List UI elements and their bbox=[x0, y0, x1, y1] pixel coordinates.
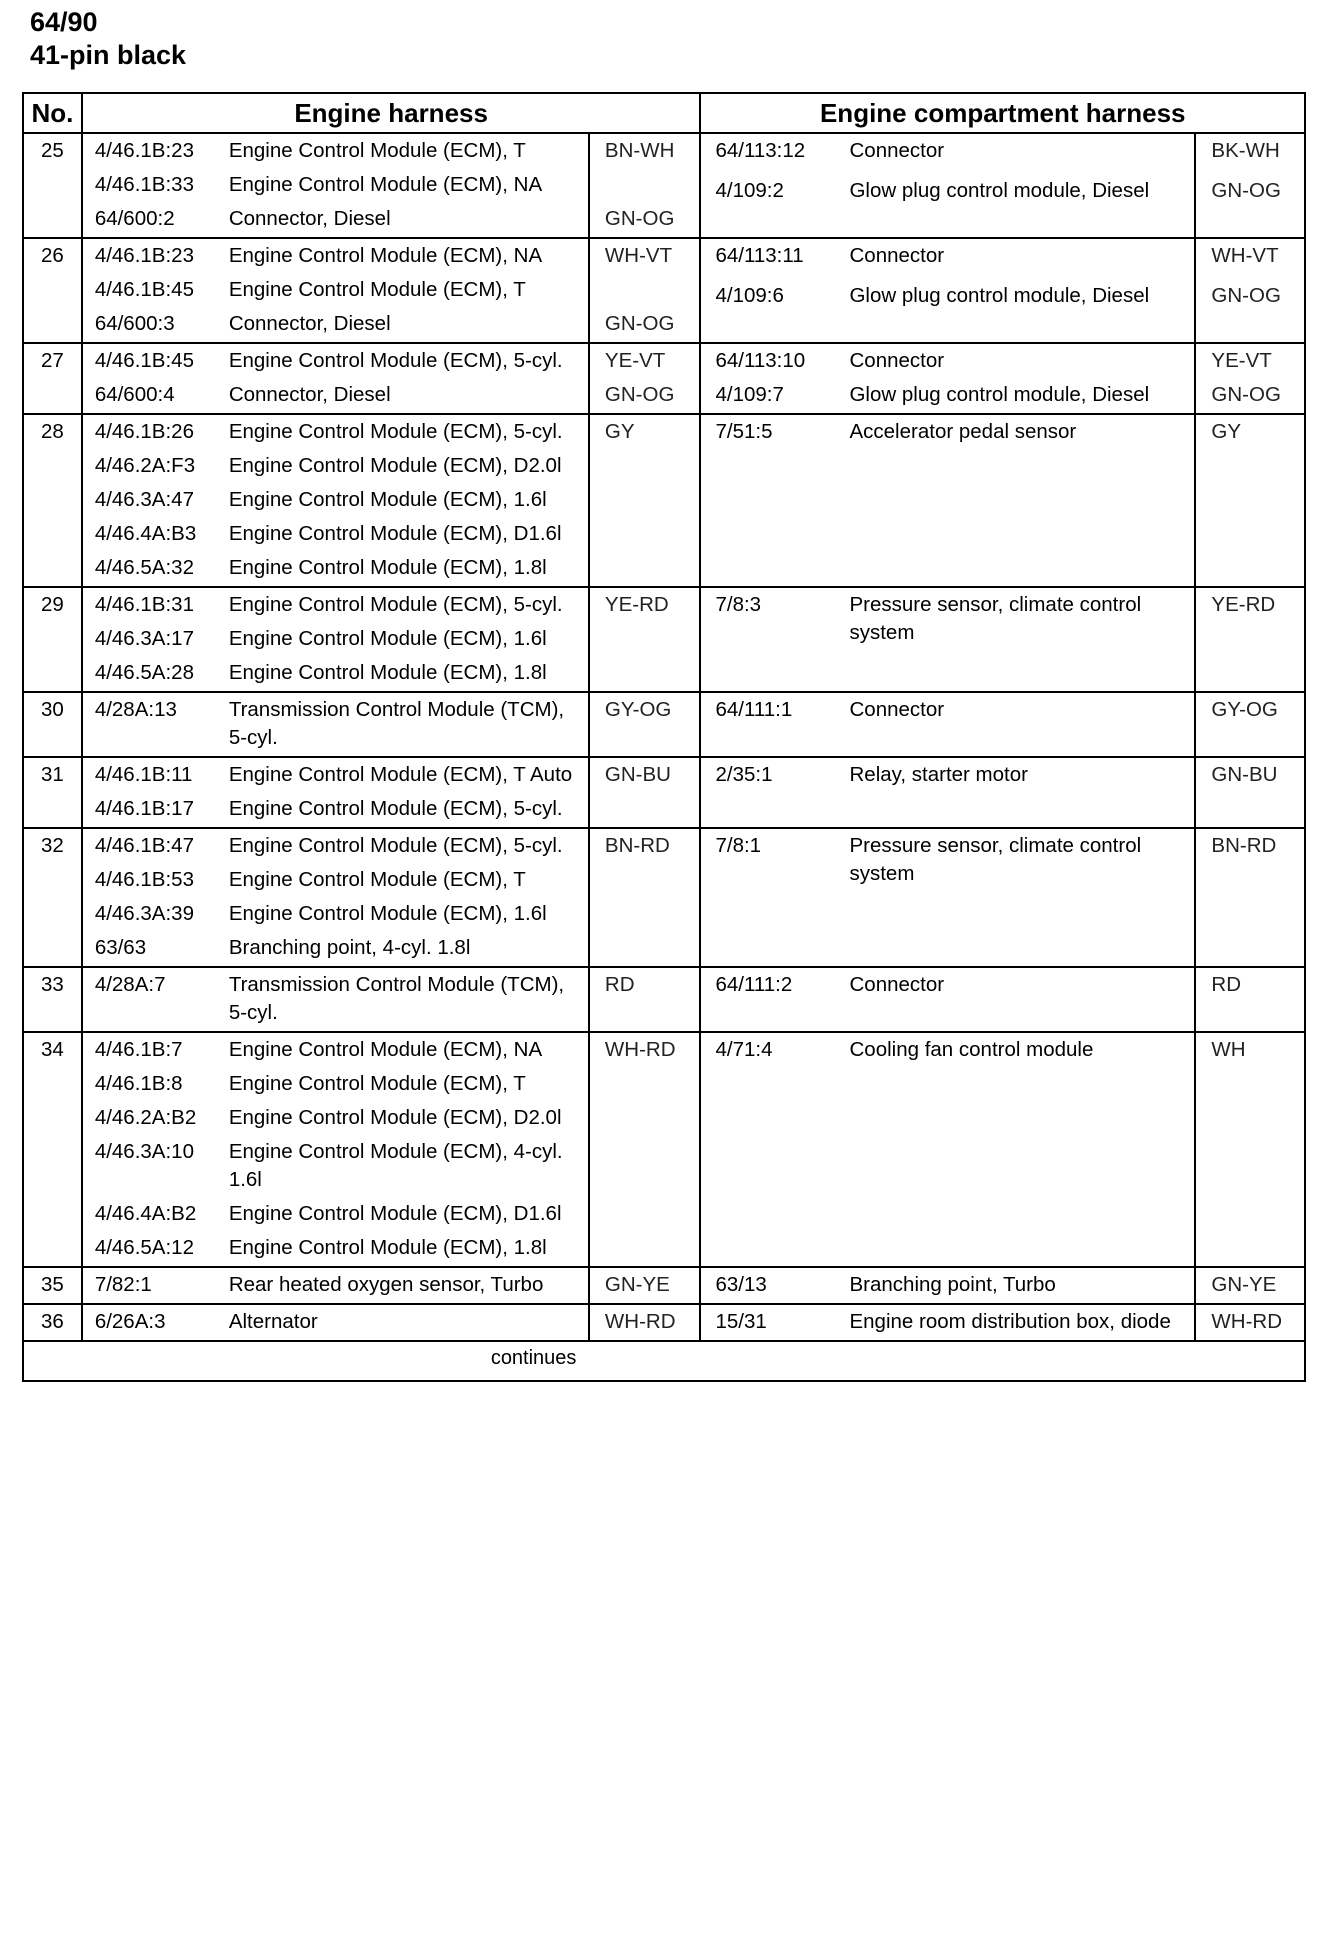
component-description: Rear heated oxygen sensor, Turbo bbox=[228, 1273, 544, 1296]
compartment-harness-cell bbox=[700, 587, 1195, 692]
connection-line bbox=[83, 205, 588, 233]
table-row bbox=[23, 1267, 1305, 1304]
connection-line bbox=[83, 520, 588, 548]
connection-line bbox=[701, 177, 1194, 205]
pin-number: 26 bbox=[23, 238, 82, 343]
component-description: Glow plug control module, Diesel bbox=[849, 179, 1150, 202]
connection-line bbox=[83, 1234, 588, 1262]
compartment-harness-cell bbox=[700, 1304, 1195, 1341]
connection-line bbox=[83, 1271, 588, 1299]
wire-color-cell bbox=[1195, 828, 1305, 967]
connection-line bbox=[83, 418, 588, 446]
component-description: Engine Control Module (ECM), D2.0l bbox=[228, 1106, 562, 1129]
connection-line bbox=[701, 761, 1194, 789]
component-description: Connector, Diesel bbox=[228, 383, 391, 406]
connection-line bbox=[83, 1200, 588, 1228]
wire-color: GY bbox=[604, 420, 635, 443]
component-description: Accelerator pedal sensor bbox=[849, 420, 1077, 443]
component-description: Transmission Control Module (TCM), 5-cyl. bbox=[228, 698, 565, 749]
connection-line bbox=[83, 1104, 588, 1132]
page-header bbox=[30, 6, 186, 72]
wire-color: GN-BU bbox=[1211, 763, 1278, 786]
connector-code: 2/35:1 bbox=[715, 763, 773, 786]
wire-color: GN-OG bbox=[1211, 383, 1281, 406]
compartment-harness-cell bbox=[700, 757, 1195, 828]
wire-color-cell bbox=[589, 692, 701, 757]
wire-color-cell bbox=[1195, 414, 1305, 587]
connector-code: 4/46.1B:7 bbox=[94, 1038, 183, 1061]
connector-code: 4/46.5A:28 bbox=[94, 661, 194, 684]
compartment-harness-cell bbox=[700, 828, 1195, 967]
connection-line bbox=[83, 761, 588, 789]
connector-code: 6/26A:3 bbox=[94, 1310, 166, 1333]
connector-code: 64/600:3 bbox=[94, 312, 175, 335]
wire-color-cell bbox=[589, 343, 701, 414]
connector-code: 4/46.1B:33 bbox=[94, 173, 194, 196]
component-description: Pressure sensor, climate control system bbox=[849, 593, 1142, 644]
component-description: Engine Control Module (ECM), 1.8l bbox=[228, 1236, 547, 1259]
wire-color: GN-YE bbox=[1211, 1273, 1277, 1296]
pin-number: 30 bbox=[23, 692, 82, 757]
table-row bbox=[23, 238, 1305, 343]
connector-code: 64/113:11 bbox=[715, 244, 804, 267]
connector-code: 4/46.3A:10 bbox=[94, 1140, 194, 1163]
component-description: Branching point, 4-cyl. 1.8l bbox=[228, 936, 471, 959]
connector-code: 7/82:1 bbox=[94, 1273, 152, 1296]
connection-line bbox=[701, 696, 1194, 724]
connection-line bbox=[83, 1138, 588, 1194]
compartment-harness-cell bbox=[700, 1032, 1195, 1267]
connector-code: 4/46.1B:8 bbox=[94, 1072, 183, 1095]
pin-number: 33 bbox=[23, 967, 82, 1032]
connection-line bbox=[83, 452, 588, 480]
connection-line bbox=[83, 242, 588, 270]
connector-code: 64/111:1 bbox=[715, 698, 793, 721]
component-description: Engine Control Module (ECM), 5-cyl. bbox=[228, 797, 563, 820]
compartment-harness-cell bbox=[700, 343, 1195, 414]
connector-code: 4/46.1B:23 bbox=[94, 139, 194, 162]
page-number: 64/90 bbox=[30, 7, 98, 37]
connection-line bbox=[83, 795, 588, 823]
connector-code: 7/51:5 bbox=[715, 420, 773, 443]
connector-table bbox=[22, 92, 1306, 1382]
engine-harness-cell bbox=[82, 1267, 589, 1304]
wire-color bbox=[605, 171, 700, 199]
component-description: Relay, starter motor bbox=[849, 763, 1028, 786]
connection-line bbox=[83, 625, 588, 653]
connection-line bbox=[701, 347, 1194, 375]
connector-code: 4/46.1B:26 bbox=[94, 420, 194, 443]
pin-number: 25 bbox=[23, 133, 82, 238]
wire-color: GN-OG bbox=[1211, 284, 1281, 307]
wire-color: WH-RD bbox=[604, 1310, 676, 1333]
component-description: Engine Control Module (ECM), NA bbox=[228, 173, 543, 196]
component-description: Transmission Control Module (TCM), 5-cyl. bbox=[228, 973, 565, 1024]
compartment-harness-cell bbox=[700, 967, 1195, 1032]
wire-color: RD bbox=[1211, 973, 1242, 996]
engine-harness-cell bbox=[82, 1032, 589, 1267]
wire-color: GY bbox=[1211, 420, 1242, 443]
wire-color: BN-RD bbox=[1211, 834, 1277, 857]
pin-number: 29 bbox=[23, 587, 82, 692]
wire-color: YE-VT bbox=[604, 349, 666, 372]
component-description: Engine Control Module (ECM), T bbox=[228, 1072, 526, 1095]
connector-code: 4/109:7 bbox=[715, 383, 784, 406]
engine-harness-cell bbox=[82, 238, 589, 343]
component-description: Connector bbox=[849, 139, 945, 162]
connector-code: 4/46.1B:53 bbox=[94, 868, 194, 891]
table-row bbox=[23, 828, 1305, 967]
connector-code: 4/109:6 bbox=[715, 284, 784, 307]
wire-color: YE-RD bbox=[1211, 593, 1276, 616]
connector-code: 4/46.3A:39 bbox=[94, 902, 194, 925]
connector-code: 4/46.1B:45 bbox=[94, 278, 194, 301]
connector-code: 64/111:2 bbox=[715, 973, 793, 996]
wire-color-cell bbox=[589, 133, 701, 238]
col-header-compartment-harness: Engine compartment harness bbox=[700, 93, 1305, 133]
connection-line bbox=[83, 486, 588, 514]
connection-line bbox=[83, 696, 588, 752]
wire-color-cell bbox=[1195, 133, 1305, 238]
component-description: Connector bbox=[849, 698, 945, 721]
wire-color-cell bbox=[589, 238, 701, 343]
component-description: Engine Control Module (ECM), 5-cyl. bbox=[228, 593, 563, 616]
connector-code: 64/600:4 bbox=[94, 383, 175, 406]
connection-line bbox=[701, 137, 1194, 165]
connection-line bbox=[83, 1070, 588, 1098]
connector-code: 63/63 bbox=[94, 936, 147, 959]
connector-code: 7/8:1 bbox=[715, 834, 762, 857]
wire-color: WH-VT bbox=[604, 244, 673, 267]
pin-number: 31 bbox=[23, 757, 82, 828]
connection-line bbox=[701, 971, 1194, 999]
wire-color-cell bbox=[589, 1267, 701, 1304]
col-header-no: No. bbox=[23, 93, 82, 133]
pin-number: 35 bbox=[23, 1267, 82, 1304]
component-description: Engine Control Module (ECM), 1.6l bbox=[228, 488, 547, 511]
component-description: Engine Control Module (ECM), T Auto bbox=[228, 763, 573, 786]
connection-line bbox=[83, 900, 588, 928]
connection-line bbox=[83, 276, 588, 304]
connection-line bbox=[83, 1036, 588, 1064]
wire-color-cell bbox=[589, 757, 701, 828]
wire-color: BN-RD bbox=[604, 834, 670, 857]
component-description: Engine Control Module (ECM), 4-cyl. 1.6l bbox=[228, 1140, 563, 1191]
compartment-harness-cell bbox=[700, 1267, 1195, 1304]
component-description: Cooling fan control module bbox=[849, 1038, 1094, 1061]
table-body bbox=[23, 133, 1305, 1381]
wire-color-cell bbox=[1195, 587, 1305, 692]
connection-line bbox=[83, 971, 588, 1027]
wire-color-cell bbox=[589, 967, 701, 1032]
wire-color-cell bbox=[1195, 757, 1305, 828]
connector-code: 4/46.1B:31 bbox=[94, 593, 194, 616]
connector-code: 64/600:2 bbox=[94, 207, 175, 230]
connection-line bbox=[701, 242, 1194, 270]
wire-color: BN-WH bbox=[604, 139, 675, 162]
wire-color: RD bbox=[604, 973, 635, 996]
component-description: Engine Control Module (ECM), 1.8l bbox=[228, 556, 547, 579]
table-footer-row bbox=[23, 1341, 1305, 1381]
table-row bbox=[23, 587, 1305, 692]
connection-line bbox=[83, 591, 588, 619]
component-description: Engine Control Module (ECM), T bbox=[228, 139, 526, 162]
compartment-harness-cell bbox=[700, 133, 1195, 238]
component-description: Engine Control Module (ECM), 5-cyl. bbox=[228, 834, 563, 857]
component-description: Engine Control Module (ECM), 1.8l bbox=[228, 661, 547, 684]
table-row bbox=[23, 1032, 1305, 1267]
wire-color: GY-OG bbox=[604, 698, 672, 721]
component-description: Connector bbox=[849, 349, 945, 372]
table-row bbox=[23, 1304, 1305, 1341]
connection-line bbox=[83, 866, 588, 894]
connector-code: 4/46.1B:23 bbox=[94, 244, 194, 267]
component-description: Engine Control Module (ECM), T bbox=[228, 278, 526, 301]
wire-color: YE-VT bbox=[1211, 349, 1272, 372]
wire-color-cell bbox=[1195, 238, 1305, 343]
component-description: Connector bbox=[849, 244, 945, 267]
component-description: Connector bbox=[849, 973, 945, 996]
wire-color-cell bbox=[1195, 692, 1305, 757]
wire-color-cell bbox=[589, 587, 701, 692]
page-title: 41-pin black bbox=[30, 40, 187, 70]
component-description: Engine Control Module (ECM), D2.0l bbox=[228, 454, 562, 477]
wire-color: GN-BU bbox=[604, 763, 671, 786]
component-description: Engine Control Module (ECM), NA bbox=[228, 1038, 543, 1061]
wire-color: BK-WH bbox=[1211, 139, 1280, 162]
connection-line bbox=[83, 171, 588, 199]
engine-harness-cell bbox=[82, 828, 589, 967]
pin-number: 32 bbox=[23, 828, 82, 967]
connection-line bbox=[83, 347, 588, 375]
connection-line bbox=[83, 310, 588, 338]
connection-line bbox=[701, 1036, 1194, 1064]
wire-color: GN-OG bbox=[604, 312, 675, 335]
component-description: Engine room distribution box, diode bbox=[849, 1310, 1171, 1333]
component-description: Engine Control Module (ECM), 1.6l bbox=[228, 627, 547, 650]
connection-line bbox=[701, 591, 1194, 647]
wire-color: GN-OG bbox=[604, 383, 675, 406]
col-header-engine-harness: Engine harness bbox=[82, 93, 701, 133]
connector-code: 4/71:4 bbox=[715, 1038, 773, 1061]
wire-color-cell bbox=[1195, 1304, 1305, 1341]
wire-color: GN-OG bbox=[604, 207, 675, 230]
wire-color bbox=[605, 276, 700, 304]
connector-code: 4/46.1B:45 bbox=[94, 349, 194, 372]
table-row bbox=[23, 967, 1305, 1032]
engine-harness-cell bbox=[82, 414, 589, 587]
compartment-harness-cell bbox=[700, 238, 1195, 343]
pin-number: 28 bbox=[23, 414, 82, 587]
connector-code: 4/46.4A:B3 bbox=[94, 522, 197, 545]
compartment-harness-cell bbox=[700, 414, 1195, 587]
pin-number: 27 bbox=[23, 343, 82, 414]
table-row bbox=[23, 414, 1305, 587]
engine-harness-cell bbox=[82, 692, 589, 757]
connector-code: 63/13 bbox=[715, 1273, 767, 1296]
wire-color-cell bbox=[589, 414, 701, 587]
wire-color: GY-OG bbox=[1211, 698, 1278, 721]
wire-color-cell bbox=[1195, 343, 1305, 414]
wire-color-cell bbox=[589, 1304, 701, 1341]
component-description: Engine Control Module (ECM), D1.6l bbox=[228, 522, 562, 545]
component-description: Engine Control Module (ECM), T bbox=[228, 868, 526, 891]
connection-line bbox=[83, 554, 588, 582]
wire-color: YE-RD bbox=[604, 593, 669, 616]
connector-code: 4/28A:7 bbox=[94, 973, 166, 996]
table-row bbox=[23, 133, 1305, 238]
engine-harness-cell bbox=[82, 757, 589, 828]
component-description: Engine Control Module (ECM), 1.6l bbox=[228, 902, 547, 925]
wire-color-cell bbox=[589, 1032, 701, 1267]
connection-line bbox=[701, 832, 1194, 888]
component-description: Engine Control Module (ECM), 5-cyl. bbox=[228, 349, 563, 372]
connector-code: 4/46.1B:11 bbox=[94, 763, 193, 786]
component-description: Connector, Diesel bbox=[228, 312, 391, 335]
component-description: Glow plug control module, Diesel bbox=[849, 383, 1150, 406]
engine-harness-cell bbox=[82, 967, 589, 1032]
connector-code: 4/28A:13 bbox=[94, 698, 177, 721]
wire-color: WH bbox=[1211, 1038, 1246, 1061]
connection-line bbox=[701, 381, 1194, 409]
connector-code: 4/46.4A:B2 bbox=[94, 1202, 197, 1225]
connector-code: 4/46.2A:B2 bbox=[94, 1106, 197, 1129]
component-description: Engine Control Module (ECM), 5-cyl. bbox=[228, 420, 563, 443]
table-row bbox=[23, 692, 1305, 757]
pin-number: 34 bbox=[23, 1032, 82, 1267]
engine-harness-cell bbox=[82, 1304, 589, 1341]
component-description: Alternator bbox=[228, 1310, 318, 1333]
connector-code: 15/31 bbox=[715, 1310, 767, 1333]
connection-line bbox=[701, 1271, 1194, 1299]
component-description: Glow plug control module, Diesel bbox=[849, 284, 1150, 307]
connection-line bbox=[701, 282, 1194, 310]
wire-color: GN-YE bbox=[604, 1273, 670, 1296]
component-description: Connector, Diesel bbox=[228, 207, 391, 230]
connection-line bbox=[83, 137, 588, 165]
connector-code: 4/46.1B:47 bbox=[94, 834, 194, 857]
wire-color-cell bbox=[1195, 1267, 1305, 1304]
footer-spacer bbox=[23, 1341, 82, 1381]
engine-harness-cell bbox=[82, 133, 589, 238]
table-header-row bbox=[23, 93, 1305, 133]
connection-line bbox=[83, 1308, 588, 1336]
component-description: Pressure sensor, climate control system bbox=[849, 834, 1142, 885]
connector-code: 4/46.2A:F3 bbox=[94, 454, 196, 477]
wire-color: WH-VT bbox=[1211, 244, 1279, 267]
connector-code: 4/46.5A:32 bbox=[94, 556, 194, 579]
compartment-harness-cell bbox=[700, 692, 1195, 757]
connection-line bbox=[701, 418, 1194, 446]
connection-line bbox=[83, 934, 588, 962]
table-row bbox=[23, 757, 1305, 828]
component-description: Engine Control Module (ECM), NA bbox=[228, 244, 543, 267]
wire-color: WH-RD bbox=[1211, 1310, 1283, 1333]
engine-harness-cell bbox=[82, 587, 589, 692]
connector-code: 64/113:10 bbox=[715, 349, 806, 372]
connector-code: 4/46.3A:47 bbox=[94, 488, 194, 511]
table-row bbox=[23, 343, 1305, 414]
connector-code: 7/8:3 bbox=[715, 593, 762, 616]
component-description: Branching point, Turbo bbox=[849, 1273, 1056, 1296]
connector-code: 4/46.1B:17 bbox=[94, 797, 194, 820]
connector-code: 4/46.3A:17 bbox=[94, 627, 194, 650]
wire-color-cell bbox=[589, 828, 701, 967]
connection-line bbox=[83, 659, 588, 687]
connector-code: 4/46.5A:12 bbox=[94, 1236, 194, 1259]
connector-code: 64/113:12 bbox=[715, 139, 806, 162]
wire-color-cell bbox=[1195, 1032, 1305, 1267]
wire-color-cell bbox=[1195, 967, 1305, 1032]
pin-number: 36 bbox=[23, 1304, 82, 1341]
connection-line bbox=[83, 832, 588, 860]
connection-line bbox=[83, 381, 588, 409]
component-description: Engine Control Module (ECM), D1.6l bbox=[228, 1202, 562, 1225]
connection-line bbox=[701, 1308, 1194, 1336]
connector-code: 4/109:2 bbox=[715, 179, 784, 202]
engine-harness-cell bbox=[82, 343, 589, 414]
continues-label: continues bbox=[82, 1341, 1305, 1381]
wire-color: GN-OG bbox=[1211, 179, 1281, 202]
wire-color: WH-RD bbox=[604, 1038, 676, 1061]
